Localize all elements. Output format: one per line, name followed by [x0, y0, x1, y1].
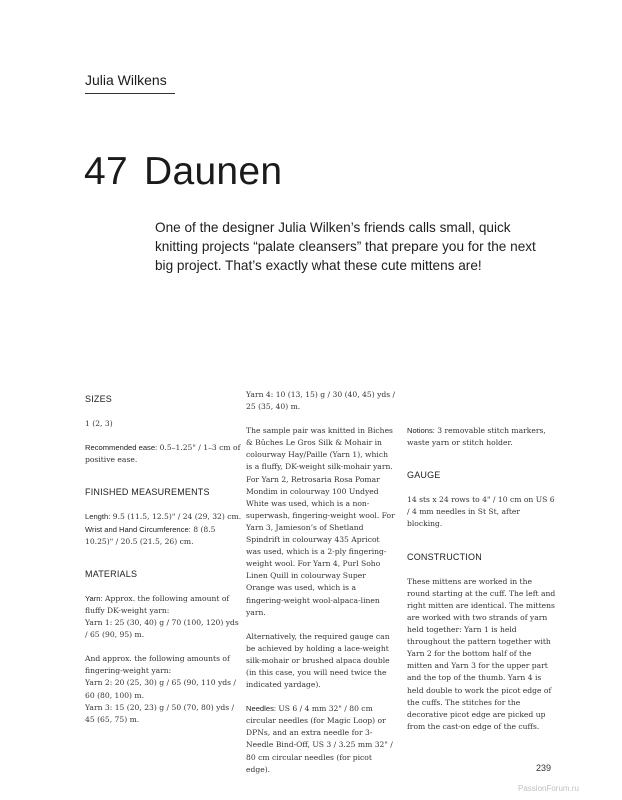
fingering-intro: And approx. the following amounts of fingering-weight yarn: [85, 654, 230, 676]
column-2 [246, 389, 396, 776]
sizes-heading: SIZES [85, 394, 113, 404]
pattern-title [84, 150, 282, 194]
yarn-intro: Approx. the following amount of fluffy DK-weight yarn: [85, 593, 230, 615]
wrist-text [85, 524, 243, 548]
sizes-value: 1 (2, 3) [85, 419, 113, 429]
yarn3-text: Yarn 3: 15 (20, 23) g / 50 (70, 80) yds / 45 (65, 75) m. [85, 702, 235, 724]
wrist-value: 8 (8.5 10.25)" / 20.5 (21.5, 26) cm. [85, 524, 216, 546]
length-text [85, 511, 243, 523]
yarn4-text: Yarn 4: 10 (13, 15) g / 30 (40, 45) yds / 25 (35, 40) m. [246, 390, 396, 412]
needles-value: US 6 / 4 mm 32" / 80 cm circular needles (for Magic Loop) or DPNs, and an extra needle for 3-Needle Bind-Off, US 3 / 3.25 mm 32" / 80 cm circular needles (for picot edge). [246, 704, 393, 774]
designer-underline [85, 93, 175, 94]
gauge-value: 14 sts x 24 rows to 4" / 10 cm on US 6 / 4 mm needles in St St, after blocking. [407, 495, 555, 529]
ease-value: 0.5–1.25" / 1–3 cm of positive ease. [85, 443, 241, 465]
construction-value: These mittens are worked in the round starting at the cuff. The left and right mitten are identical. The mittens are worked with two strands of yarn held together: Yarn 1 is held throughout the pattern together with Yarn 2 for the bottom half of the mitten and Yarn 3 for the upper part and the top of the thumb. Yarn 4 is held double to work the picot edge of the cuffs. The stitches for the decorative picot edge are picked up from the cast-on edge of the cuffs. [407, 576, 556, 731]
yarn1-text: Yarn 1: 25 (30, 40) g / 70 (100, 120) yds / 65 (90, 95) m. [85, 618, 239, 640]
notions-text [407, 425, 557, 449]
wrist-label: Wrist and Hand Circumference: [85, 524, 191, 534]
pattern-number: 47 [84, 150, 128, 193]
sample-text: The sample pair was knitted in Biches & Bûches Le Gros Silk & Mohair in colourway Hay/Paille (Yarn 1), which is a fluffy, DK-weight silk-mohair yarn. For Yarn 2, Retrosaria Rosa Pomar Mondim in colourway 100 Undyed White was used, which is a non-superwash, fingering-weight wool. For Yarn 3, Jamieson’s of Shetland Spindrift in colourway 435 Apricot was used, which is a 2-ply fingering-weight wool. For Yarn 4, Purl Soho Linen Quill in colourway Super Orange was used, which is a fingering-weight wool-alpaca-linen yarn. [246, 426, 395, 617]
materials-heading: MATERIALS [85, 568, 138, 579]
intro-paragraph: One of the designer Julia Wilken’s friends calls small, quick knitting projects “palate cleansers” that prepare you for the next big project. That’s exactly what these cute mittens are! [155, 220, 536, 273]
yarn-label: Yarn: [85, 593, 103, 603]
ease-label: Recommended ease: [85, 443, 158, 453]
designer-name: Julia Wilkens [85, 72, 167, 88]
needles-label: Needles: [246, 704, 276, 714]
finished-heading: FINISHED MEASUREMENTS [85, 487, 210, 498]
column-1 [85, 389, 243, 726]
page-number: 239 [536, 763, 552, 773]
alternative-text: Alternatively, the required gauge can be achieved by holding a lace-weight silk-mohair or brushed alpaca double (in this case, you will need twice the indicated yardage). [246, 631, 390, 690]
gauge-heading: GAUGE [407, 470, 441, 481]
ease-text [85, 442, 243, 466]
length-label: Length: [85, 512, 111, 522]
notions-label: Notions: [407, 426, 435, 435]
needles-text [246, 703, 396, 776]
length-value: 9.5 (11.5, 12.5)" / 24 (29, 32) cm. [110, 512, 242, 522]
yarn-text [85, 593, 243, 617]
pattern-name: Daunen [143, 150, 283, 193]
yarn2-text: Yarn 2: 20 (25, 30) g / 65 (90, 110 yds / 60 (80, 100) m. [85, 678, 236, 700]
construction-heading: CONSTRUCTION [407, 551, 482, 562]
watermark: PassionForum.ru [518, 784, 579, 793]
column-3 [407, 389, 557, 745]
notions-value: 3 removable stitch markers, waste yarn or stitch holder. [407, 426, 546, 448]
